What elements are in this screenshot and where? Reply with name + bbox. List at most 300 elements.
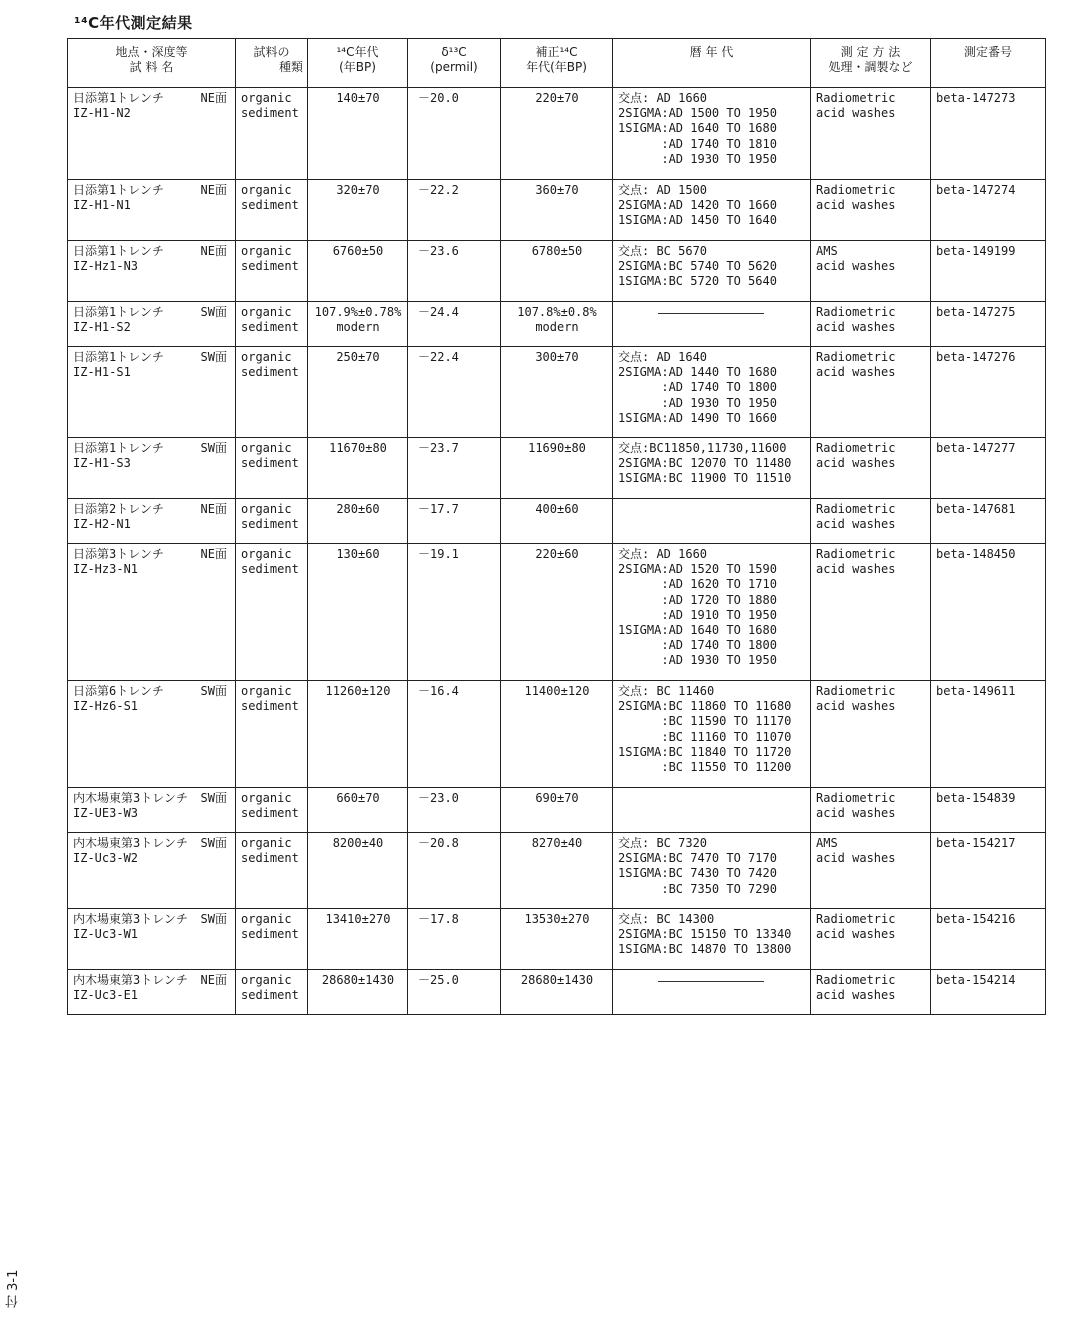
calendar-age-line: 2SIGMA:BC 15150 TO 13340: [618, 927, 792, 942]
site-name: 内木場東第3トレンチ: [73, 973, 188, 987]
corrected-age-value: 8270±40: [531, 836, 583, 850]
trench-face: SW面: [200, 836, 227, 850]
calendar-age-line: 1SIGMA:BC 11900 TO 11510: [618, 471, 792, 486]
calendar-age-line: 2SIGMA:BC 12070 TO 11480: [618, 456, 792, 471]
header-c14-age: ¹⁴C年代 (年BP): [308, 39, 408, 88]
cell-corrected-age: [501, 302, 613, 347]
cell-delta13c: －16.4: [408, 681, 501, 788]
table-row: [68, 970, 1046, 1015]
trench-face: SW面: [200, 305, 227, 319]
c14-age-value: 250±70: [336, 350, 380, 364]
sample-type-line1: organic: [241, 547, 292, 561]
sample-type-line2: sediment: [241, 851, 299, 866]
method-line1: Radiometric: [816, 547, 896, 561]
sample-type-line2: sediment: [241, 259, 299, 274]
cell-site: [68, 347, 236, 438]
cell-corrected-age: [501, 544, 613, 681]
cell-sample-type: [236, 347, 308, 438]
c14-age-value: 660±70: [336, 791, 380, 805]
corrected-age-value: 28680±1430: [520, 973, 594, 987]
cell-c14-age: [308, 544, 408, 681]
cell-site: [68, 909, 236, 970]
cell-c14-age: [308, 681, 408, 788]
cell-sample-type: [236, 438, 308, 499]
corrected-age-value: 11400±120: [524, 684, 590, 698]
sample-name: IZ-H1-S1: [73, 365, 131, 380]
calendar-age-line: 1SIGMA:BC 7430 TO 7420: [618, 866, 777, 881]
method-line1: Radiometric: [816, 502, 896, 516]
calendar-age-line: :AD 1740 TO 1810: [618, 136, 777, 151]
trench-face: SW面: [200, 350, 227, 364]
cell-lab-number: beta-147681: [931, 499, 1046, 544]
cell-corrected-age: [501, 681, 613, 788]
c14-age-value: 280±60: [336, 502, 380, 516]
c14-age-value: 140±70: [336, 91, 380, 105]
sample-type-line1: organic: [241, 305, 292, 319]
sample-type-line1: organic: [241, 684, 292, 698]
table-row: [68, 241, 1046, 302]
cell-delta13c: －17.7: [408, 499, 501, 544]
cell-corrected-age: [501, 970, 613, 1015]
sample-type-line2: sediment: [241, 365, 299, 380]
calendar-age-line: 2SIGMA:AD 1440 TO 1680: [618, 365, 777, 380]
calendar-age-line: 2SIGMA:BC 7470 TO 7170: [618, 851, 777, 866]
cell-calendar-age: [613, 970, 811, 1015]
sample-type-line1: organic: [241, 441, 292, 455]
table-row: [68, 499, 1046, 544]
cell-calendar-age: [613, 88, 811, 180]
calendar-age-line: :AD 1930 TO 1950: [618, 151, 777, 166]
sample-name: IZ-Hz1-N3: [73, 259, 139, 274]
cell-calendar-age: [613, 347, 811, 438]
calendar-age-line: 2SIGMA:AD 1520 TO 1590: [618, 562, 777, 577]
cell-c14-age: [308, 970, 408, 1015]
calendar-age-line: :AD 1720 TO 1880: [618, 592, 777, 607]
site-heading: [73, 183, 231, 198]
cell-corrected-age: [501, 438, 613, 499]
method-line2: acid washes: [816, 699, 896, 714]
calendar-age-line: 交点: BC 14300: [618, 912, 715, 926]
cell-sample-type: [236, 499, 308, 544]
cell-method: [811, 438, 931, 499]
calendar-age-line: :AD 1930 TO 1950: [618, 395, 777, 410]
calendar-age-line: 交点: BC 5670: [618, 244, 708, 258]
cell-site: [68, 499, 236, 544]
cell-sample-type: [236, 241, 308, 302]
site-name: 日添第1トレンチ: [73, 91, 164, 105]
cell-c14-age: [308, 499, 408, 544]
method-line2: acid washes: [816, 517, 896, 532]
site-heading: [73, 350, 231, 365]
calendar-age-line: :BC 11160 TO 11070: [618, 729, 792, 744]
corrected-age-value: 360±70: [535, 183, 579, 197]
sample-type-line1: organic: [241, 502, 292, 516]
table-row: [68, 180, 1046, 241]
trench-face: SW面: [200, 912, 227, 926]
method-line2: acid washes: [816, 198, 896, 213]
sample-name: IZ-H1-N1: [73, 198, 131, 213]
cell-site: [68, 241, 236, 302]
table-row: [68, 88, 1046, 180]
c14-age-unit: modern: [336, 320, 380, 335]
cell-sample-type: [236, 970, 308, 1015]
site-heading: [73, 244, 231, 259]
cell-corrected-age: [501, 909, 613, 970]
sample-name: IZ-Uc3-E1: [73, 988, 139, 1003]
calendar-age-line: 1SIGMA:BC 5720 TO 5640: [618, 274, 777, 289]
cell-sample-type: [236, 681, 308, 788]
site-heading: [73, 791, 231, 806]
site-name: 内木場東第3トレンチ: [73, 836, 188, 850]
cell-sample-type: [236, 833, 308, 909]
calendar-age-line: :AD 1740 TO 1800: [618, 380, 777, 395]
c14-age-value: 130±60: [336, 547, 380, 561]
cell-method: [811, 544, 931, 681]
trench-face: NE面: [200, 547, 227, 561]
trench-face: SW面: [200, 441, 227, 455]
table-row: [68, 681, 1046, 788]
sample-name: IZ-H1-S3: [73, 456, 131, 471]
site-heading: [73, 912, 231, 927]
calendar-age-line: 交点: AD 1660: [618, 547, 708, 561]
calendar-age-line: 1SIGMA:AD 1450 TO 1640: [618, 213, 777, 228]
cell-corrected-age: [501, 499, 613, 544]
sample-name: IZ-UE3-W3: [73, 806, 139, 821]
method-line1: Radiometric: [816, 350, 896, 364]
cell-lab-number: beta-149199: [931, 241, 1046, 302]
cell-site: [68, 970, 236, 1015]
cell-c14-age: [308, 347, 408, 438]
method-line2: acid washes: [816, 927, 896, 942]
method-line1: AMS: [816, 244, 838, 258]
site-name: 日添第1トレンチ: [73, 305, 164, 319]
no-data-dash: [658, 981, 764, 982]
table-row: [68, 833, 1046, 909]
table-row: [68, 544, 1046, 681]
trench-face: NE面: [200, 502, 227, 516]
site-heading: [73, 305, 231, 320]
cell-site: [68, 302, 236, 347]
site-name: 日添第1トレンチ: [73, 183, 164, 197]
c14-age-value: 107.9%±0.78%: [314, 305, 402, 319]
calendar-age-line: :BC 11550 TO 11200: [618, 760, 792, 775]
sample-type-line2: sediment: [241, 927, 299, 942]
calendar-age-line: :BC 11590 TO 11170: [618, 714, 792, 729]
trench-face: NE面: [200, 183, 227, 197]
method-line1: Radiometric: [816, 441, 896, 455]
c14-age-value: 11260±120: [325, 684, 391, 698]
cell-site: [68, 788, 236, 833]
table-row: [68, 302, 1046, 347]
cell-delta13c: －22.4: [408, 347, 501, 438]
cell-calendar-age: [613, 833, 811, 909]
trench-face: NE面: [200, 973, 227, 987]
header-lab-number: 測定番号: [931, 39, 1046, 88]
radiocarbon-results-table: [67, 38, 1046, 1015]
trench-face: NE面: [200, 91, 227, 105]
sample-type-line1: organic: [241, 244, 292, 258]
corrected-age-value: 690±70: [535, 791, 579, 805]
calendar-age-line: 2SIGMA:AD 1500 TO 1950: [618, 106, 777, 121]
header-type: 試料の 種類: [236, 39, 308, 88]
corrected-age-value: 220±60: [535, 547, 579, 561]
cell-lab-number: beta-154839: [931, 788, 1046, 833]
cell-method: [811, 970, 931, 1015]
method-line2: acid washes: [816, 851, 896, 866]
sample-name: IZ-Hz3-N1: [73, 562, 139, 577]
cell-corrected-age: [501, 241, 613, 302]
cell-method: [811, 347, 931, 438]
cell-site: [68, 544, 236, 681]
cell-method: [811, 681, 931, 788]
method-line2: acid washes: [816, 365, 896, 380]
calendar-age-line: 1SIGMA:AD 1490 TO 1660: [618, 410, 777, 425]
sample-name: IZ-Uc3-W2: [73, 851, 139, 866]
table-row: [68, 788, 1046, 833]
table-row: [68, 347, 1046, 438]
calendar-age-line: :AD 1930 TO 1950: [618, 653, 777, 668]
method-line2: acid washes: [816, 806, 896, 821]
site-heading: [73, 441, 231, 456]
sample-type-line2: sediment: [241, 806, 299, 821]
cell-delta13c: －23.6: [408, 241, 501, 302]
corrected-age-value: 220±70: [535, 91, 579, 105]
cell-site: [68, 88, 236, 180]
site-heading: [73, 973, 231, 988]
corrected-age-value: 11690±80: [528, 441, 586, 455]
cell-site: [68, 438, 236, 499]
cell-corrected-age: [501, 833, 613, 909]
trench-face: SW面: [200, 684, 227, 698]
cell-sample-type: [236, 544, 308, 681]
cell-lab-number: beta-148450: [931, 544, 1046, 681]
cell-delta13c: －24.4: [408, 302, 501, 347]
calendar-age-line: 1SIGMA:AD 1640 TO 1680: [618, 121, 777, 136]
table-row: [68, 909, 1046, 970]
cell-c14-age: [308, 180, 408, 241]
cell-delta13c: －20.0: [408, 88, 501, 180]
sample-name: IZ-H1-N2: [73, 106, 131, 121]
trench-face: NE面: [200, 244, 227, 258]
cell-c14-age: [308, 88, 408, 180]
sample-type-line1: organic: [241, 912, 292, 926]
cell-method: [811, 88, 931, 180]
site-name: 日添第3トレンチ: [73, 547, 164, 561]
site-name: 内木場東第3トレンチ: [73, 912, 188, 926]
cell-sample-type: [236, 788, 308, 833]
cell-sample-type: [236, 909, 308, 970]
header-site: 地点・深度等 試 料 名: [68, 39, 236, 88]
sample-type-line2: sediment: [241, 456, 299, 471]
cell-sample-type: [236, 302, 308, 347]
cell-method: [811, 241, 931, 302]
calendar-age-line: 2SIGMA:AD 1420 TO 1660: [618, 198, 777, 213]
sample-type-line2: sediment: [241, 320, 299, 335]
cell-lab-number: beta-149611: [931, 681, 1046, 788]
sample-type-line1: organic: [241, 350, 292, 364]
sample-name: IZ-H2-N1: [73, 517, 131, 532]
method-line2: acid washes: [816, 320, 896, 335]
site-heading: [73, 91, 231, 106]
cell-c14-age: [308, 241, 408, 302]
cell-corrected-age: [501, 180, 613, 241]
cell-delta13c: －19.1: [408, 544, 501, 681]
cell-c14-age: [308, 788, 408, 833]
site-name: 日添第1トレンチ: [73, 244, 164, 258]
corrected-age-value: 107.8%±0.8%: [517, 305, 597, 319]
table-body: [68, 88, 1046, 1015]
method-line2: acid washes: [816, 259, 896, 274]
table-row: [68, 438, 1046, 499]
header-corrected-age: 補正¹⁴C 年代(年BP): [501, 39, 613, 88]
method-line1: Radiometric: [816, 684, 896, 698]
site-name: 日添第2トレンチ: [73, 502, 164, 516]
cell-corrected-age: [501, 347, 613, 438]
sample-type-line2: sediment: [241, 699, 299, 714]
sample-type-line2: sediment: [241, 562, 299, 577]
cell-calendar-age: [613, 788, 811, 833]
table-header: [68, 39, 1046, 88]
cell-delta13c: －23.0: [408, 788, 501, 833]
c14-age-value: 13410±270: [325, 912, 391, 926]
method-line2: acid washes: [816, 988, 896, 1003]
cell-calendar-age: [613, 180, 811, 241]
cell-method: [811, 302, 931, 347]
cell-method: [811, 180, 931, 241]
cell-lab-number: beta-154217: [931, 833, 1046, 909]
cell-delta13c: －23.7: [408, 438, 501, 499]
cell-c14-age: [308, 438, 408, 499]
sample-type-line1: organic: [241, 836, 292, 850]
corrected-age-unit: modern: [535, 320, 579, 335]
corrected-age-value: 13530±270: [524, 912, 590, 926]
method-line1: Radiometric: [816, 91, 896, 105]
calendar-age-line: 交点: BC 11460: [618, 684, 715, 698]
cell-calendar-age: [613, 544, 811, 681]
cell-calendar-age: [613, 909, 811, 970]
method-line2: acid washes: [816, 562, 896, 577]
cell-calendar-age: [613, 241, 811, 302]
calendar-age-line: 2SIGMA:BC 5740 TO 5620: [618, 259, 777, 274]
sample-type-line1: organic: [241, 791, 292, 805]
method-line1: Radiometric: [816, 973, 896, 987]
sample-name: IZ-H1-S2: [73, 320, 131, 335]
cell-sample-type: [236, 88, 308, 180]
calendar-age-line: :BC 7350 TO 7290: [618, 881, 777, 896]
sample-type-line2: sediment: [241, 988, 299, 1003]
method-line1: Radiometric: [816, 305, 896, 319]
sample-name: IZ-Hz6-S1: [73, 699, 139, 714]
calendar-age-line: 1SIGMA:BC 14870 TO 13800: [618, 942, 792, 957]
method-line2: acid washes: [816, 456, 896, 471]
calendar-age-line: :AD 1910 TO 1950: [618, 607, 777, 622]
cell-lab-number: beta-147276: [931, 347, 1046, 438]
header-calendar-age: 暦 年 代: [613, 39, 811, 88]
page-title: ¹⁴C年代測定結果: [74, 14, 193, 32]
cell-calendar-age: [613, 499, 811, 544]
page-number: 付 3-1: [6, 1269, 21, 1308]
c14-age-value: 8200±40: [332, 836, 384, 850]
cell-lab-number: beta-147275: [931, 302, 1046, 347]
cell-lab-number: beta-154214: [931, 970, 1046, 1015]
cell-delta13c: －22.2: [408, 180, 501, 241]
method-line2: acid washes: [816, 106, 896, 121]
cell-site: [68, 681, 236, 788]
calendar-age-line: :AD 1620 TO 1710: [618, 577, 777, 592]
cell-lab-number: beta-147277: [931, 438, 1046, 499]
cell-corrected-age: [501, 88, 613, 180]
cell-calendar-age: [613, 681, 811, 788]
header-delta13c: δ¹³C (permil): [408, 39, 501, 88]
calendar-age-line: 1SIGMA:BC 11840 TO 11720: [618, 744, 792, 759]
sample-name: IZ-Uc3-W1: [73, 927, 139, 942]
cell-lab-number: beta-147273: [931, 88, 1046, 180]
cell-sample-type: [236, 180, 308, 241]
cell-calendar-age: [613, 302, 811, 347]
cell-lab-number: beta-154216: [931, 909, 1046, 970]
sample-type-line2: sediment: [241, 198, 299, 213]
c14-age-value: 11670±80: [329, 441, 387, 455]
method-line1: Radiometric: [816, 912, 896, 926]
cell-c14-age: [308, 302, 408, 347]
cell-lab-number: beta-147274: [931, 180, 1046, 241]
method-line1: Radiometric: [816, 183, 896, 197]
site-heading: [73, 836, 231, 851]
cell-site: [68, 180, 236, 241]
calendar-age-line: 2SIGMA:BC 11860 TO 11680: [618, 699, 792, 714]
site-heading: [73, 502, 231, 517]
cell-calendar-age: [613, 438, 811, 499]
calendar-age-line: 交点: AD 1500: [618, 183, 708, 197]
site-name: 日添第6トレンチ: [73, 684, 164, 698]
site-heading: [73, 684, 231, 699]
cell-method: [811, 909, 931, 970]
sample-type-line1: organic: [241, 973, 292, 987]
sample-type-line1: organic: [241, 183, 292, 197]
c14-age-value: 6760±50: [332, 244, 384, 258]
site-heading: [73, 547, 231, 562]
cell-delta13c: －17.8: [408, 909, 501, 970]
site-name: 日添第1トレンチ: [73, 441, 164, 455]
cell-delta13c: －20.8: [408, 833, 501, 909]
cell-site: [68, 833, 236, 909]
calendar-age-line: 交点: AD 1640: [618, 350, 708, 364]
sample-type-line2: sediment: [241, 106, 299, 121]
corrected-age-value: 400±60: [535, 502, 579, 516]
calendar-age-line: 交点:BC11850,11730,11600: [618, 441, 787, 455]
sample-type-line1: organic: [241, 91, 292, 105]
method-line1: Radiometric: [816, 791, 896, 805]
cell-method: [811, 499, 931, 544]
cell-method: [811, 833, 931, 909]
calendar-age-line: 交点: AD 1660: [618, 91, 708, 105]
corrected-age-value: 6780±50: [531, 244, 583, 258]
calendar-age-line: 1SIGMA:AD 1640 TO 1680: [618, 623, 777, 638]
cell-corrected-age: [501, 788, 613, 833]
header-method: 測 定 方 法 処理・調製など: [811, 39, 931, 88]
calendar-age-line: :AD 1740 TO 1800: [618, 638, 777, 653]
site-name: 日添第1トレンチ: [73, 350, 164, 364]
cell-method: [811, 788, 931, 833]
corrected-age-value: 300±70: [535, 350, 579, 364]
sample-type-line2: sediment: [241, 517, 299, 532]
site-name: 内木場東第3トレンチ: [73, 791, 188, 805]
c14-age-value: 320±70: [336, 183, 380, 197]
cell-delta13c: －25.0: [408, 970, 501, 1015]
no-data-dash: [658, 313, 764, 314]
calendar-age-line: 交点: BC 7320: [618, 836, 708, 850]
method-line1: AMS: [816, 836, 838, 850]
